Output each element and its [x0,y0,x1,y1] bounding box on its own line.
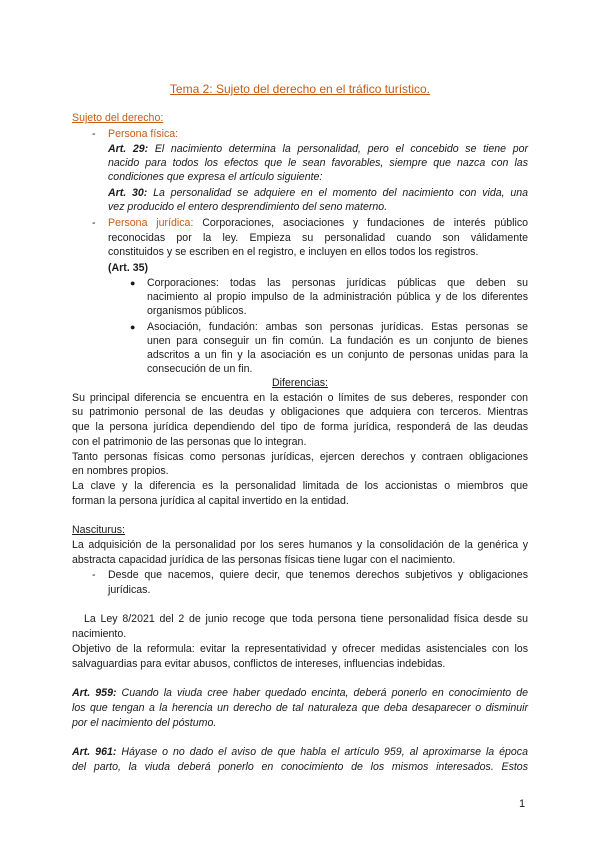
dash-bullet: - [92,569,96,581]
art30-line-1: Art. 30: La personalidad se adquiere en el momento del nacimiento con vida, una [108,187,529,199]
art961-label: Art. 961: [72,746,117,758]
asociacion-line-4: consecución de un fin. [147,363,253,375]
art35-ref: (Art. 35) [108,262,149,274]
art30-line-2: vez producido el entero desprendimiento del seno materno. [108,201,388,213]
art959-line-1: Art. 959: Cuando la viuda cree haber quedado encinta, deberá ponerlo en conocimiento de [72,687,529,699]
diferencias-p1-line-1: Su principal diferencia se encuentra en la estación o límites de sus deberes, responder con [72,392,528,404]
asociacion-line-1: Asociación, fundación: ambas son personas jurídicas. Estas personas se [147,321,528,333]
diferencias-p3-line-2: forman la persona jurídica al capital invertido en la entidad. [72,495,349,507]
art959-line-2: los que tengan a la herencia un derecho de tal naturaleza que deba desaparecer o disminuir [72,702,528,714]
art961-line-1: Art. 961: Háyase o no dado el aviso de que habla el artículo 959, al aproximarse la época [72,746,528,758]
persona-juridica-label: Persona jurídica: [108,217,194,229]
corporaciones-line-2: nacimiento al propio impulso de la administración pública y de los diferentes [147,291,528,303]
asociacion-line-2: unen para conseguir un fin común. La fundación es un conjunto de bienes [147,335,528,347]
sujeto-heading: Sujeto del derecho: [72,112,164,124]
juridica-line-2: reconocidas por la ley. Empieza su personalidad cuando son válidamente [108,232,528,244]
art29-label: Art. 29: [108,143,149,155]
diferencias-heading: Diferencias: [272,377,328,389]
art29-line-1: Art. 29: El nacimiento determina la personalidad, pero el concebido se tiene por [108,143,529,155]
dash-bullet: - [92,128,96,140]
nasciturus-p1-line-1: La adquisición de la personalidad por los seres humanos y la consolidación de la genérica y [72,539,528,551]
juridica-line-3: constituidos y se escriben en el registro, e incluyen en ellos todos los registros. [108,246,479,258]
nasciturus-bullet-line-1: Desde que nacemos, quiere decir, que tenemos derechos subjetivos y obligaciones [108,569,528,581]
nasciturus-bullet-line-2: jurídicas. [108,584,151,596]
diferencias-p1-line-4: con el patrimonio de las personas que lo integran. [72,436,307,448]
diferencias-p2-line-1: Tanto personas físicas como personas jurídicas, ejercen derechos y contraen obligaciones [72,451,528,463]
diferencias-p1-line-3: que la persona jurídica dependiendo del tipo de forma jurídica, responderá de las deudas [72,421,528,433]
corporaciones-line-3: organismos públicos. [147,305,247,317]
dash-bullet: - [92,217,96,229]
page-title: Tema 2: Sujeto del derecho en el tráfico turístico. [169,82,431,96]
dot-bullet: ● [130,322,136,332]
ley-line-2: nacimiento. [72,628,127,640]
art961-line-2: del parto, la viuda deberá ponerlo en conocimiento de los mismos interesados. Estos [72,761,528,773]
juridica-line-1: Persona jurídica: Corporaciones, asociaciones y fundaciones de interés público [108,217,529,229]
page-number: 1 [519,798,526,810]
dot-bullet: ● [130,278,136,288]
ley-line-1: La Ley 8/2021 del 2 de junio recoge que toda persona tiene personalidad física desde su [84,613,528,625]
art959-label: Art. 959: [72,687,117,699]
diferencias-p3-line-1: La clave y la diferencia es la personalidad limitada de los accionistas o miembros que [72,480,528,492]
corporaciones-line-1: Corporaciones: todas las personas jurídicas públicas que deben su [147,277,528,289]
diferencias-p2-line-2: en nombres propios. [72,465,169,477]
diferencias-p1-line-2: su patrimonio personal de las deudas y obligaciones que adquiera con terceros. Mientras [72,406,528,418]
objetivo-line-1: Objetivo de la reformula: evitar la representatividad y ofrecer medidas asistenciales con los [72,643,528,655]
nasciturus-p1-line-2: abstracta capacidad jurídica de las personas físicas tiene lugar con el nacimiento. [72,554,456,566]
art30-label: Art. 30: [108,187,148,199]
art29-line-2: nacido para todos los efectos que le sean favorables, siempre que nazca con las [108,157,528,169]
art29-line-3: condiciones que expresa el artículo siguiente: [108,171,323,183]
objetivo-line-2: salvaguardias para evitar abusos, conflictos de intereses, influencias indebidas. [72,658,446,670]
nasciturus-heading: Nasciturus: [72,524,125,536]
asociacion-line-3: adscritos a un fin y la asociación es un conjunto de personas unidas para la [147,349,528,361]
persona-fisica-label: Persona física: [108,128,179,140]
art959-line-3: por el nacimiento del póstumo. [72,717,217,729]
